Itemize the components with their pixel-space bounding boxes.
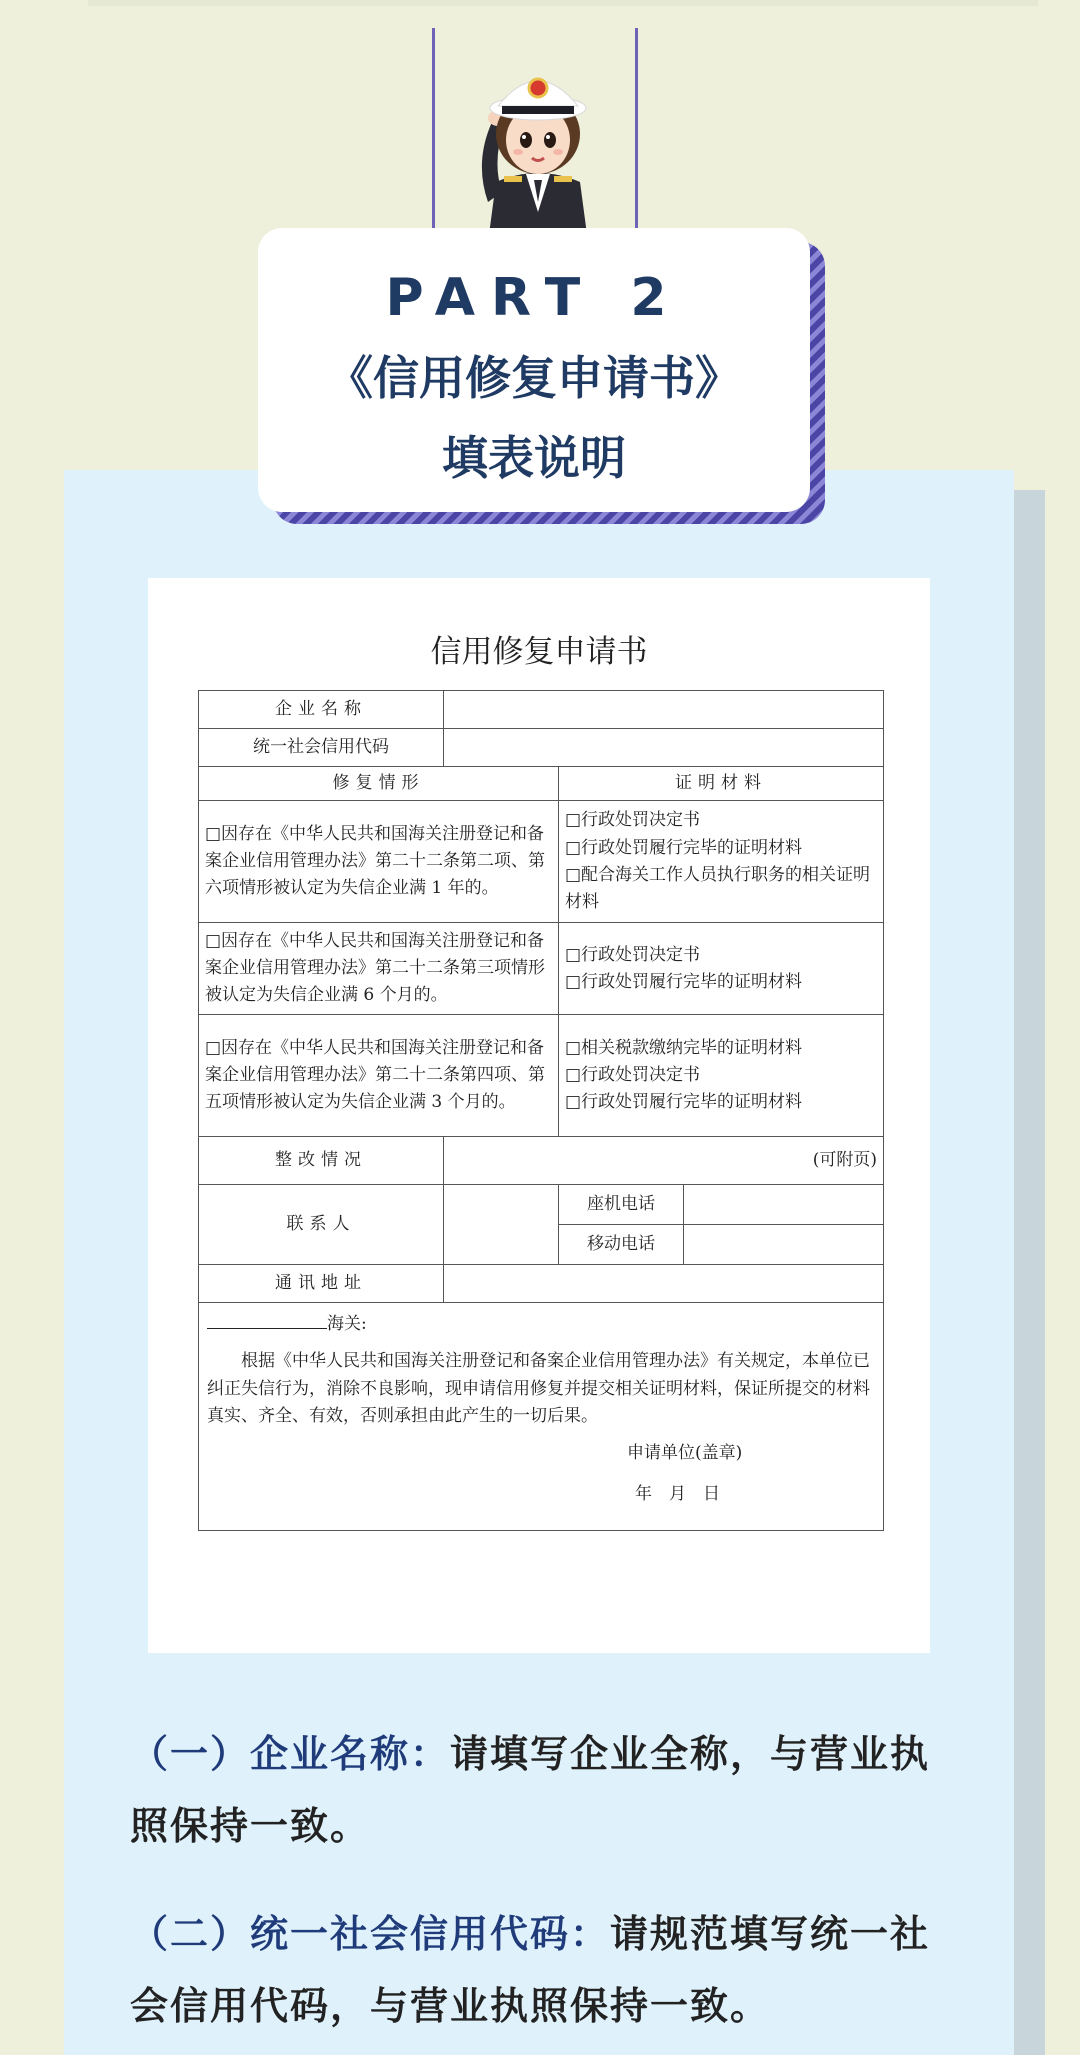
customs-officer-mascot-icon xyxy=(458,52,618,242)
declaration-date: 年 月 日 xyxy=(635,1484,720,1505)
case-row-3 xyxy=(199,1015,884,1137)
address-label: 通讯地址 xyxy=(199,1265,444,1303)
mobile-label: 移动电话 xyxy=(559,1225,684,1265)
credit-code-row xyxy=(199,729,884,767)
case-1-material: □行政处罚决定书 xyxy=(565,810,701,831)
company-name-field xyxy=(444,691,884,729)
rectification-row xyxy=(199,1137,884,1185)
case-1-materials xyxy=(559,801,884,923)
form-title: 信用修复申请书 xyxy=(430,634,648,670)
instruction-1-key: （一）企业名称： xyxy=(130,1731,451,1776)
case-3-material: □相关税款缴纳完毕的证明材料 xyxy=(565,1037,803,1058)
address-row xyxy=(199,1265,884,1303)
customs-blank xyxy=(207,1328,327,1329)
repair-header: 修复情形 xyxy=(199,767,559,801)
credit-code-label: 统一社会信用代码 xyxy=(199,729,444,767)
repair-header-row xyxy=(199,767,884,801)
case-1-material: □配合海关工作人员执行职务的相关证明材料 xyxy=(565,864,871,912)
instruction-1-text: 请填写企业全称，与营业执照保持一致。 xyxy=(130,1731,931,1848)
top-divider xyxy=(88,0,1038,6)
contact-row-1 xyxy=(199,1185,884,1225)
declaration-body: 根据《中华人民共和国海关注册登记和备案企业信用管理办法》有关规定，本单位已纠正失信行为，消除不良影响，现申请信用修复并提交相关证明材料，保证所提交的材料真实、齐全、有效，否则承担由此产生的一切后果。 xyxy=(207,1351,870,1426)
credit-code-field xyxy=(444,729,884,767)
instruction-item-1 xyxy=(130,1718,960,1862)
rectification-label: 整改情况 xyxy=(199,1137,444,1185)
case-row-2 xyxy=(199,923,884,1015)
evidence-header: 证明材料 xyxy=(559,767,884,801)
declaration-signature: 申请单位(盖章) xyxy=(627,1442,743,1463)
company-name-label: 企业名称 xyxy=(199,691,444,729)
declaration xyxy=(199,1303,884,1531)
landline-field xyxy=(684,1185,884,1225)
mobile-field xyxy=(684,1225,884,1265)
contact-field xyxy=(444,1185,559,1265)
title-card xyxy=(258,228,810,512)
instruction-2-key: （二）统一社会信用代码： xyxy=(130,1911,611,1956)
case-row-1 xyxy=(199,801,884,923)
case-1-material: □行政处罚履行完毕的证明材料 xyxy=(565,837,803,858)
case-3-material: □行政处罚履行完毕的证明材料 xyxy=(565,1092,803,1113)
case-3-situation: □因存在《中华人民共和国海关注册登记和备案企业信用管理办法》第二十二条第四项、第五项情形被认定为失信企业满 3 个月的。 xyxy=(199,1015,559,1137)
title-line-1: 《信用修复申请书》 xyxy=(327,351,741,405)
instruction-item-2 xyxy=(130,1898,960,2042)
contact-label: 联系人 xyxy=(199,1185,444,1265)
customs-line xyxy=(207,1311,875,1338)
case-1-situation: □因存在《中华人民共和国海关注册登记和备案企业信用管理办法》第二十二条第二项、第六项情形被认定为失信企业满 1 年的。 xyxy=(199,801,559,923)
title-line-2: 填表说明 xyxy=(442,431,626,485)
case-2-material: □行政处罚履行完毕的证明材料 xyxy=(565,971,803,992)
application-form-image xyxy=(148,578,930,1653)
case-3-material: □行政处罚决定书 xyxy=(565,1065,701,1086)
case-2-material: □行政处罚决定书 xyxy=(565,944,701,965)
company-name-row xyxy=(199,691,884,729)
hanging-string-right xyxy=(635,28,638,250)
rectification-note: (可附页) xyxy=(444,1137,884,1185)
case-2-situation: □因存在《中华人民共和国海关注册登记和备案企业信用管理办法》第二十二条第三项情形被认定为失信企业满 6 个月的。 xyxy=(199,923,559,1015)
address-field xyxy=(444,1265,884,1303)
declaration-row xyxy=(199,1303,884,1531)
case-2-materials xyxy=(559,923,884,1015)
hanging-string-left xyxy=(432,28,435,250)
case-3-materials xyxy=(559,1015,884,1137)
part-label: PART 2 xyxy=(385,268,683,328)
landline-label: 座机电话 xyxy=(559,1185,684,1225)
form-table xyxy=(198,690,884,1531)
customs-suffix: 海关: xyxy=(327,1314,367,1335)
instruction-2-text: 请规范填写统一社会信用代码，与营业执照保持一致。 xyxy=(130,1911,931,2028)
